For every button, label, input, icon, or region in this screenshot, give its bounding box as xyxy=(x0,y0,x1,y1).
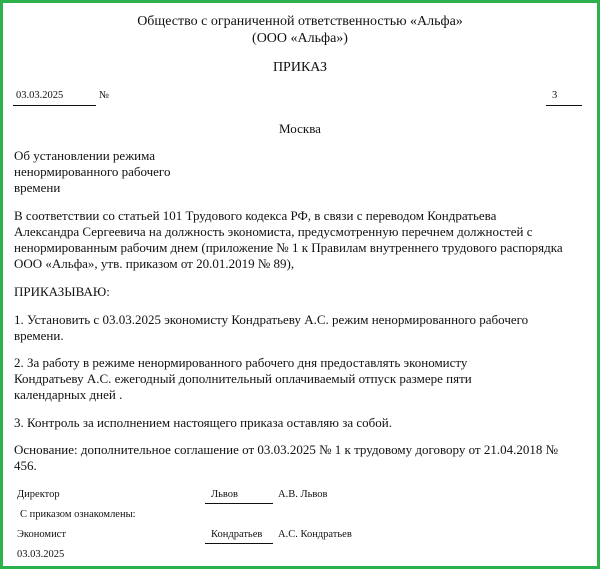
date-underline xyxy=(13,105,96,106)
org-short-name: (ООО «Альфа») xyxy=(252,31,348,46)
subject-line-2: ненормированного рабочего xyxy=(14,164,171,179)
acquainted-label: С приказом ознакомлены: xyxy=(20,509,136,520)
employee-signature-line xyxy=(205,543,273,544)
item-3-line-1: 3. Контроль за исполнением настоящего приказа оставляю за собой. xyxy=(14,415,392,430)
item-1-line-2: времени. xyxy=(14,328,64,343)
order-word: ПРИКАЗЫВАЮ: xyxy=(14,284,110,299)
basis-line-1: Основание: дополнительное соглашение от 03.03.2025 № 1 к трудовому договору от 21.04.2018 № xyxy=(14,442,559,457)
subject-line-1: Об установлении режима xyxy=(14,148,156,163)
preamble-line-4: ООО «Альфа», утв. приказом от 20.01.2019 № 89), xyxy=(14,256,295,271)
number-sign: № xyxy=(99,90,110,101)
employee-signature: Кондратьев xyxy=(211,529,263,540)
document-title: ПРИКАЗ xyxy=(272,60,328,75)
director-signature: Львов xyxy=(211,489,239,500)
basis-line-2: 456. xyxy=(14,458,37,473)
employee-name: А.С. Кондратьев xyxy=(278,529,352,540)
director-name: А.В. Львов xyxy=(278,489,328,500)
number-underline xyxy=(546,105,582,106)
order-number: 3 xyxy=(552,90,558,101)
city: Москва xyxy=(279,121,321,136)
subject-line-3: времени xyxy=(14,180,61,195)
preamble-line-3: ненормированным рабочим днем (приложение № 1 к Правилам внутреннего трудового распорядка xyxy=(14,240,563,255)
preamble-line-2: Александра Сергеевича на должность экономиста, предусмотренную перечнем должностей с xyxy=(14,224,533,239)
org-full-name: Общество с ограниченной ответственностью «Альфа» xyxy=(137,14,463,29)
employee-sign-date: 03.03.2025 xyxy=(17,549,65,560)
director-title: Директор xyxy=(17,489,60,500)
order-date: 03.03.2025 xyxy=(16,90,64,101)
employee-title: Экономист xyxy=(17,529,66,540)
director-signature-line xyxy=(205,503,273,504)
preamble-line-1: В соответствии со статьей 101 Трудового кодекса РФ, в связи с переводом Кондратьева xyxy=(14,208,497,223)
item-1-line-1: 1. Установить с 03.03.2025 экономисту Кондратьеву А.С. режим ненормированного рабочего xyxy=(14,312,529,327)
item-2-line-1: 2. За работу в режиме ненормированного рабочего дня предоставлять экономисту xyxy=(14,355,468,370)
item-2-line-2: Кондратьеву А.С. ежегодный дополнительный оплачиваемый отпуск размере пяти xyxy=(14,371,472,386)
item-2-line-3: календарных дней . xyxy=(14,387,123,402)
